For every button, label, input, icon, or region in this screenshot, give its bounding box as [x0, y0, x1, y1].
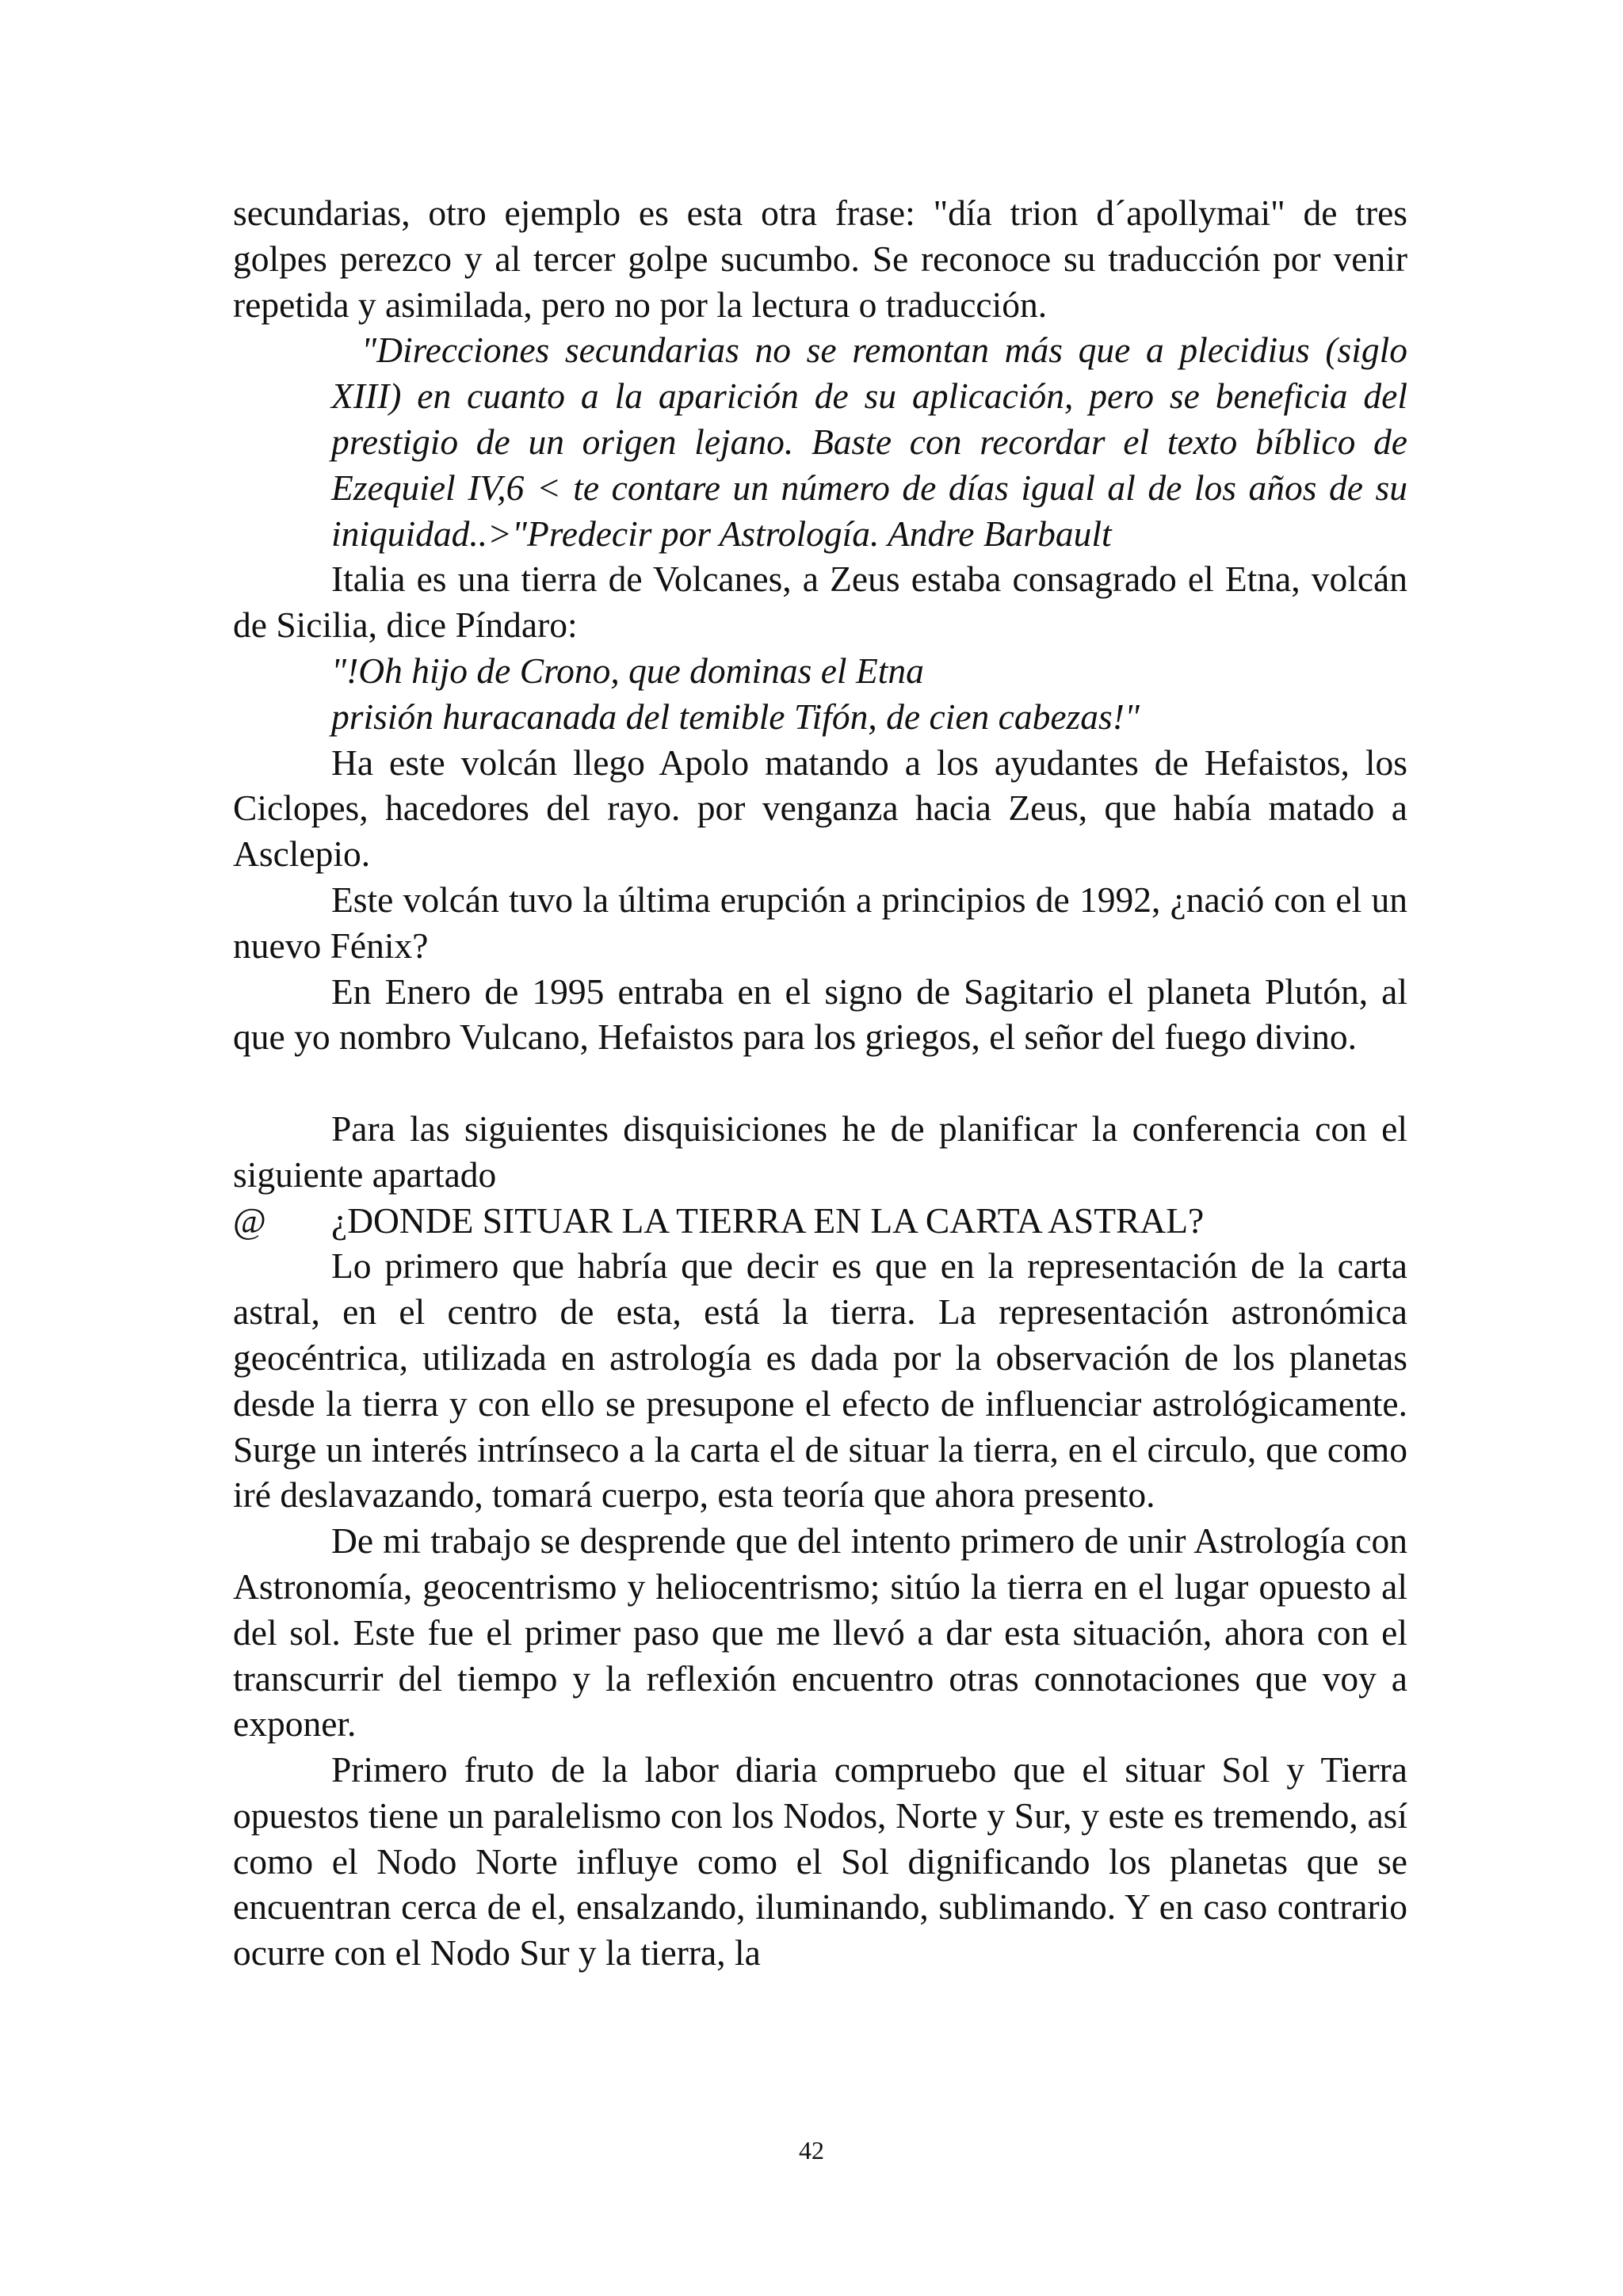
paragraph-italia: Italia es una tierra de Volcanes, a Zeus estaba consagrado el Etna, volcán de Sicilia, dice Píndaro: [233, 559, 1407, 646]
paragraph-nodos: Primero fruto de la labor diaria compruebo que el situar Sol y Tierra opuestos tiene un paralelismo con los Nodos, Norte y Sur, y este es tremendo, así como el Nodo Norte influye como el Sol dignificando los planetas que se encuentran cerca de el, ensalzando, iluminando, sublimando. Y en caso contrario ocurre con el Nodo Sur y la tierra, la [233, 1749, 1407, 1974]
paragraph-erupcion: Este volcán tuvo la última erupción a principios de 1992, ¿nació con el un nuevo Fénix? [233, 879, 1407, 966]
page-number: 42 [799, 2136, 824, 2164]
paragraph-trabajo: De mi trabajo se desprende que del intento primero de unir Astrología con Astronomía, geocentrismo y heliocentrismo; sitúo la tierra en el lugar opuesto al del sol. Este fue el primer paso que me llevó a dar esta situación, ahora con el transcurrir del tiempo y la reflexión encuentro otras connotaciones que voy a exponer. [233, 1520, 1407, 1745]
block-quote-barbault: "Direcciones secundarias no se remontan más que a plecidius (siglo XIII) en cuanto a la aparición de su aplicación, pero se beneficia del prestigio de un origen lejano. Baste con recordar el texto bíblico de Ezequiel IV,6 < te contare un número de días igual al de los años de su iniquidad..>"Predecir por Astrología. Andre Barbault [331, 330, 1407, 554]
section-title: ¿DONDE SITUAR LA TIERRA EN LA CARTA ASTRAL? [331, 1199, 1205, 1241]
section-marker: @ [233, 1199, 266, 1241]
page-body [233, 190, 1407, 1976]
paragraph-disquisiciones: Para las siguientes disquisiciones he de planificar la conferencia con el siguiente apartado [233, 1108, 1407, 1195]
verse-line-1: "!Oh hijo de Crono, que dominas el Etna [331, 650, 924, 691]
paragraph-continuation: secundarias, otro ejemplo es esta otra frase: "día trion d´apollymai" de tres golpes perezco y al tercer golpe sucumbo. Se reconoce su traducción por venir repetida y asimilada, pero no por la lectura o traducción. [233, 193, 1407, 325]
paragraph-apolo: Ha este volcán llego Apolo matando a los ayudantes de Hefaistos, los Ciclopes, hacedores del rayo. por venganza hacia Zeus, que había matado a Asclepio. [233, 742, 1407, 875]
paragraph-pluton: En Enero de 1995 entraba en el signo de Sagitario el planeta Plutón, al que yo nombro Vulcano, Hefaistos para los griegos, el señor del fuego divino. [233, 971, 1407, 1058]
section-heading [233, 1198, 1407, 1244]
verse-line-2: prisión huracanada del temible Tifón, de cien cabezas!" [331, 696, 1140, 737]
blank-line [233, 1060, 1407, 1106]
paragraph-representacion: Lo primero que habría que decir es que en la representación de la carta astral, en el centro de esta, está la tierra. La representación astronómica geocéntrica, utilizada en astrología es dada por la observación de los planetas desde la tierra y con ello se presupone el efecto de influenciar astrológicamente. Surge un interés intrínseco a la carta el de situar la tierra, en el circulo, que como iré deslavazando, tomará cuerpo, esta teoría que ahora presento. [233, 1245, 1407, 1516]
